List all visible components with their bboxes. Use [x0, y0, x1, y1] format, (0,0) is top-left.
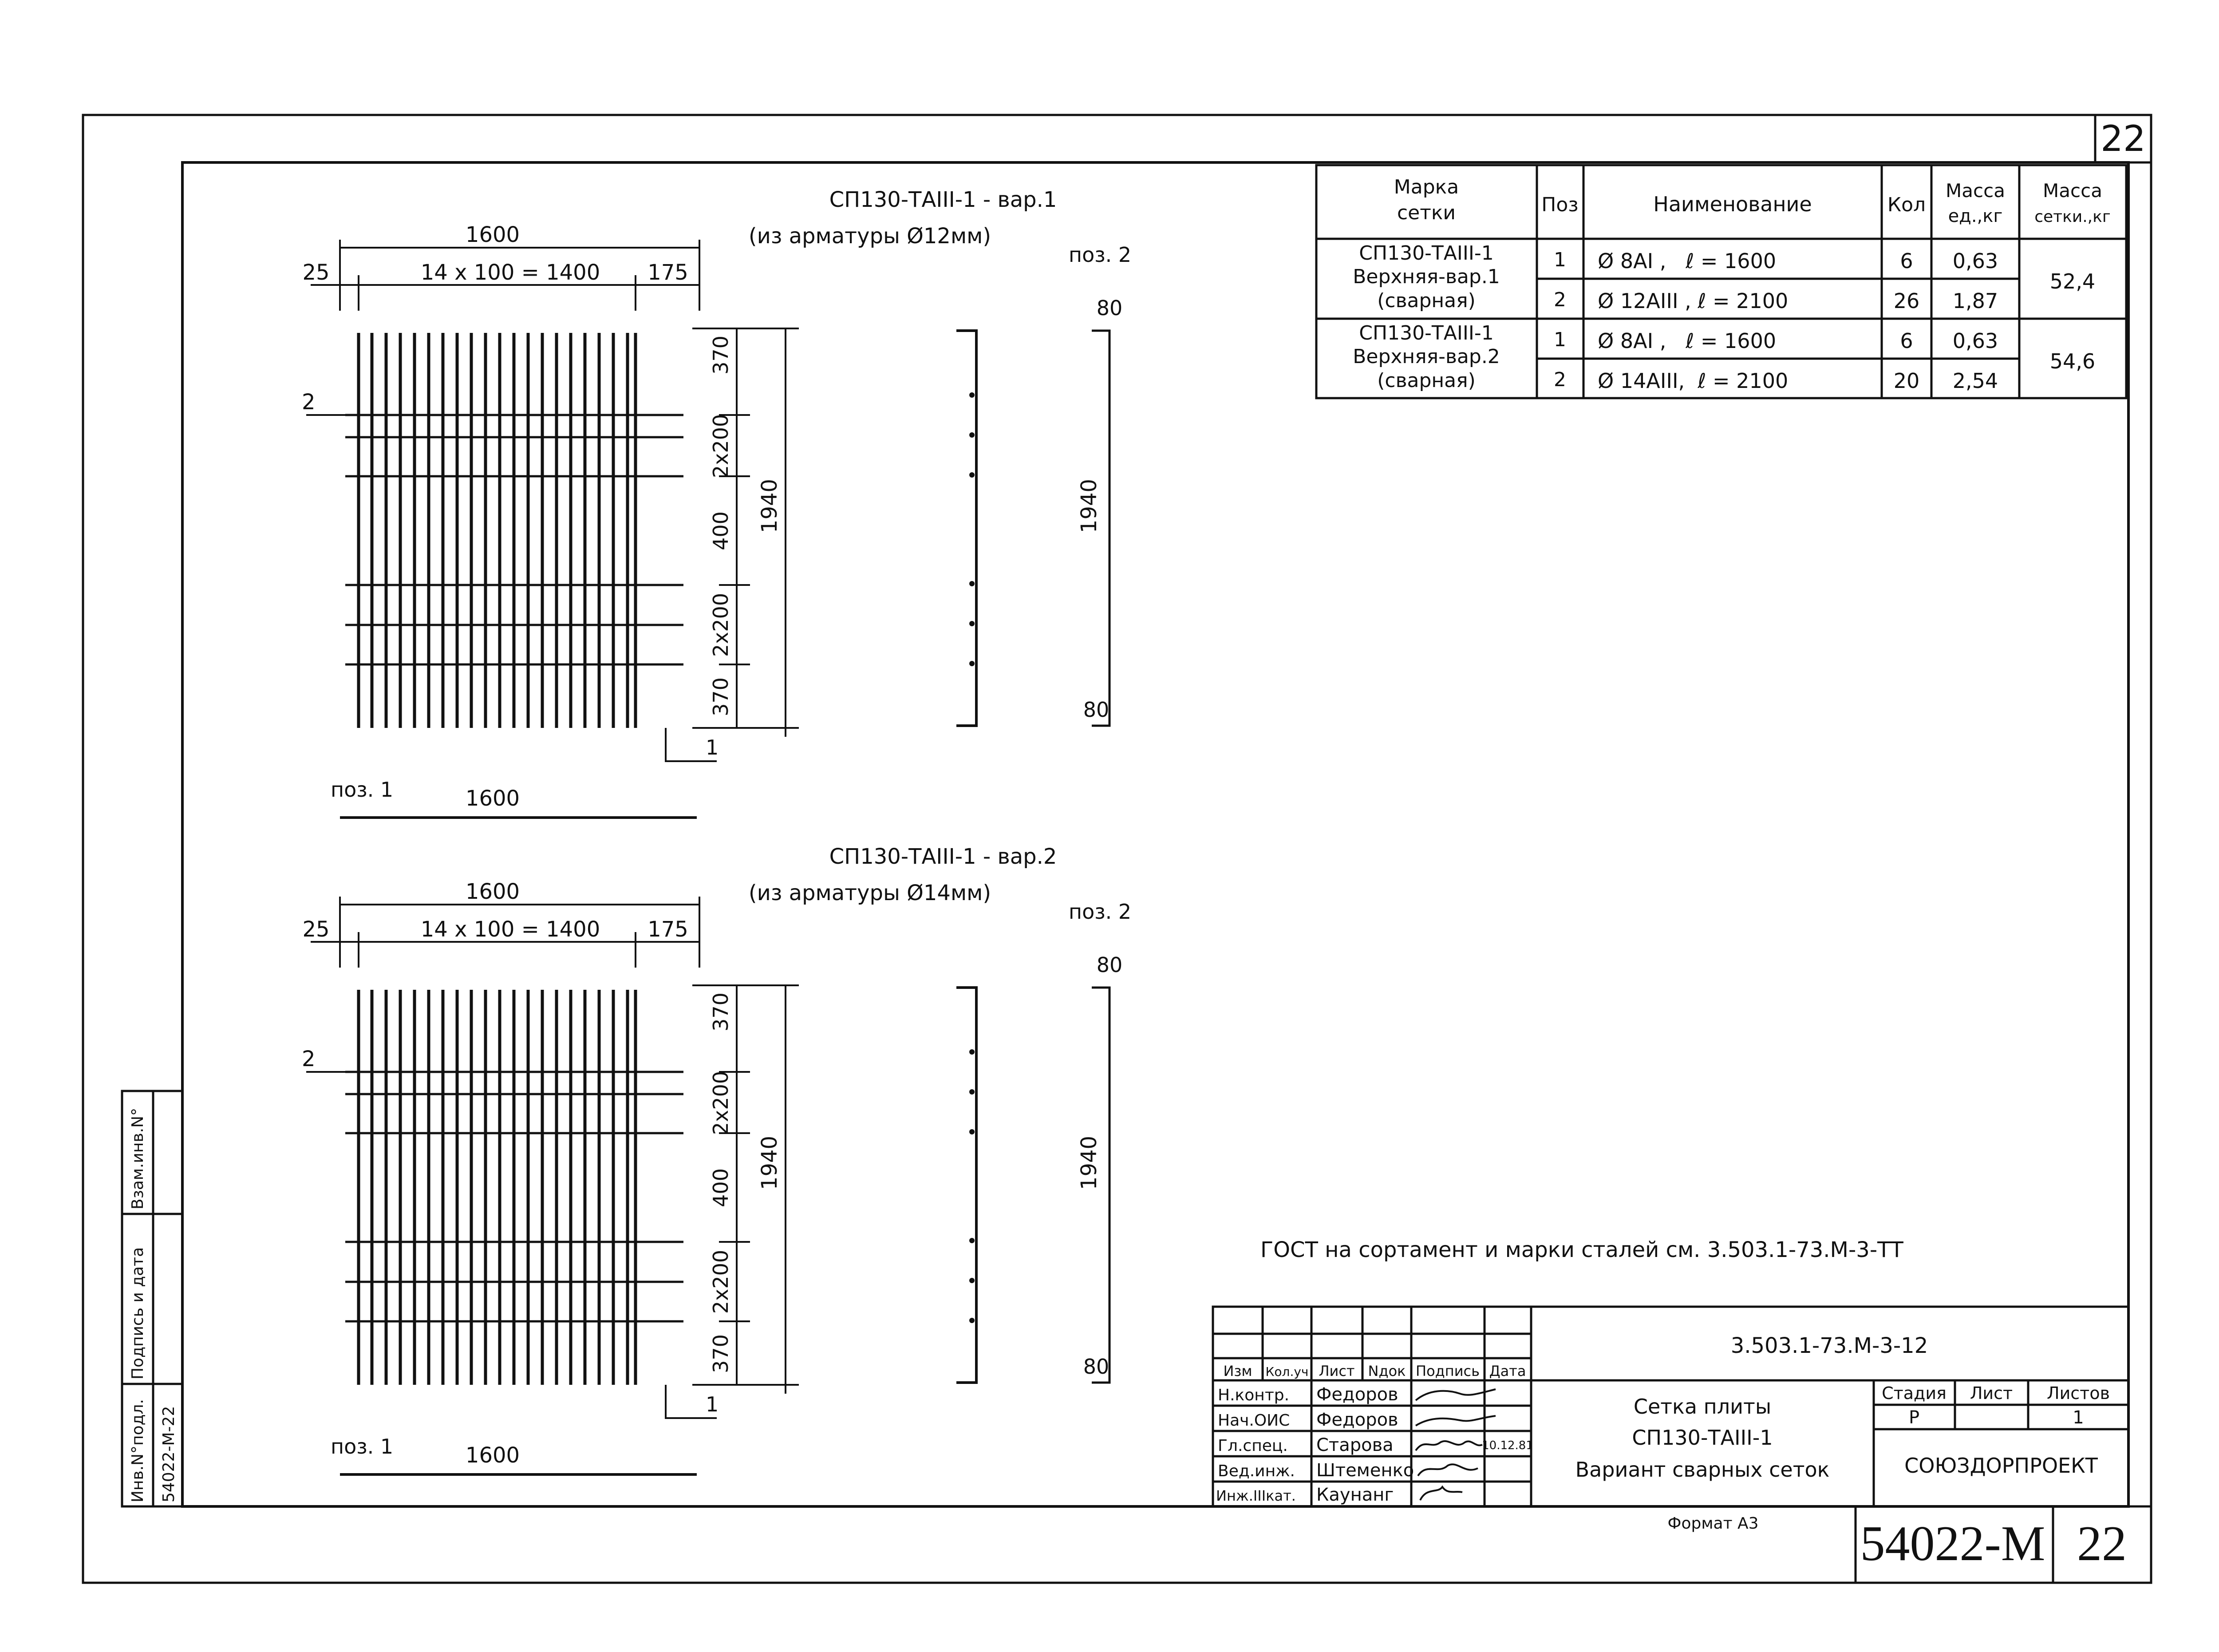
spec-g1-mass-mesh: 52,4	[2049, 269, 2096, 293]
variant-1-side-dim-2: 2x200	[709, 414, 733, 478]
variant-1-pos2-weld-dots	[969, 392, 975, 666]
variant-2-side-dim-1: 370	[709, 992, 733, 1032]
spec-header-mark-2: сетки	[1397, 202, 1456, 224]
spec-g2-r2-qty: 20	[1893, 369, 1920, 393]
variant-2-pos1-length: 1600	[465, 1443, 520, 1468]
signature-3	[1416, 1441, 1482, 1450]
variant-2-dim-mid: 14 x 100 = 1400	[420, 917, 600, 942]
variant-2-pos2-label: 2	[302, 1047, 316, 1071]
spec-g2-r1-pos: 1	[1554, 328, 1566, 351]
tb-col-koluch: Кол.уч	[1265, 1364, 1309, 1379]
variant-2-pos2-weld-dots	[969, 1049, 975, 1323]
variant-1-pos2-bar	[956, 331, 976, 726]
variant-1-mesh	[359, 333, 636, 728]
variant-1-pos2-len: 1940	[1077, 478, 1102, 534]
spec-g2-r1-qty: 6	[1900, 329, 1913, 353]
tb-stage-value-3: 1	[2073, 1407, 2084, 1428]
spec-g1-mark-1: СП130-ТАIII-1	[1359, 242, 1494, 265]
tb-desc-1: Сетка плиты	[1633, 1395, 1772, 1419]
variant-1-side-dim-1: 370	[709, 336, 733, 375]
variant-1-subtitle: (из арматуры Ø12мм)	[748, 224, 991, 249]
signature-4	[1418, 1464, 1478, 1476]
doc-code: 54022-М	[1860, 1516, 2045, 1571]
tb-col-podpis: Подпись	[1416, 1363, 1480, 1379]
tb-organization: СОЮЗДОРПРОЕКТ	[1904, 1454, 2098, 1478]
variant-2-pos2-len: 1940	[1077, 1135, 1102, 1190]
tb-stage-header-3: Листов	[2047, 1383, 2110, 1403]
corner-number: 22	[2101, 118, 2146, 159]
variant-1-dim-right: 175	[648, 260, 688, 285]
variant-2	[302, 844, 1131, 1474]
tb-col-data: Дата	[1489, 1363, 1526, 1379]
tb-role-1: Н.контр.	[1218, 1386, 1290, 1404]
spec-header-qty: Кол	[1887, 194, 1926, 216]
outer-frame	[83, 115, 2151, 1583]
tb-name-5: Каунанг	[1316, 1485, 1394, 1505]
title-block	[1213, 1307, 2128, 1506]
spec-table	[1316, 165, 2126, 398]
tb-name-3: Старова	[1316, 1435, 1394, 1455]
spec-header-mass-unit-2: ед.,кг	[1948, 206, 2003, 226]
format-label: Формат А3	[1667, 1514, 1759, 1533]
spec-g2-mark-3: (сварная)	[1377, 369, 1476, 392]
spec-g2-r1-mass: 0,63	[1952, 329, 1998, 353]
variant-2-dim-left: 25	[302, 917, 330, 942]
spec-g2-r2-name: Ø 14AIII, ℓ = 2100	[1598, 369, 1789, 393]
variant-1-side-dim-3: 400	[709, 511, 733, 550]
variant-1-pos1-caption: поз. 1	[331, 778, 394, 802]
spec-header-pos: Поз	[1541, 194, 1579, 216]
variant-2-side-dim-3: 400	[709, 1168, 733, 1207]
spec-header-name: Наименование	[1653, 192, 1812, 216]
spec-g1-r1-mass: 0,63	[1952, 249, 1998, 273]
variant-2-mesh	[359, 990, 636, 1385]
variant-1-pos1-length: 1600	[465, 786, 520, 811]
signature-5	[1420, 1487, 1462, 1500]
spec-g1-r1-qty: 6	[1900, 249, 1913, 273]
inner-frame	[182, 162, 2128, 1506]
variant-1-pos2-top: 80	[1096, 296, 1123, 320]
variant-1-pos2-bottom: 80	[1083, 698, 1110, 722]
variant-2-dim-total: 1600	[465, 879, 520, 904]
variant-1-side-dim-5: 370	[709, 677, 733, 716]
spec-g1-mark-2: Верхняя-вар.1	[1353, 265, 1500, 288]
spec-g2-r1-name: Ø 8AI , ℓ = 1600	[1598, 329, 1777, 353]
variant-2-pos1-label: 1	[706, 1392, 719, 1416]
title-block-code: 3.503.1-73.М-3-12	[1730, 1333, 1928, 1358]
tb-stage-value-1: Р	[1908, 1407, 1920, 1428]
tb-col-izm: Изм	[1223, 1363, 1252, 1379]
variant-2-dim-right: 175	[648, 917, 688, 942]
variant-1-dim-total: 1600	[465, 222, 520, 247]
tb-role-3: Гл.спец.	[1218, 1437, 1288, 1455]
spec-g1-r2-mass: 1,87	[1952, 289, 1998, 313]
spec-header-mass-unit-1: Масса	[1946, 180, 2005, 202]
spec-g1-mark-3: (сварная)	[1377, 289, 1476, 312]
side-stamp	[122, 1091, 182, 1506]
side-stamp-vzam-label: Взам.инв.N°	[129, 1107, 147, 1209]
variant-1-height-total: 1940	[757, 478, 782, 534]
tb-stage-header-1: Стадия	[1882, 1383, 1947, 1403]
tb-stage-header-2: Лист	[1970, 1383, 2013, 1403]
side-stamp-inv-value: 54022-М-22	[160, 1406, 178, 1502]
variant-2-pos2-top: 80	[1096, 953, 1123, 977]
tb-col-list: Лист	[1319, 1363, 1355, 1379]
variant-1-pos2-label: 2	[302, 390, 316, 415]
tb-date-3: 10.12.81	[1482, 1439, 1533, 1452]
variant-1	[302, 187, 1131, 818]
spec-g2-mark-1: СП130-ТАIII-1	[1359, 322, 1494, 344]
spec-header-mark-1: Марка	[1394, 176, 1459, 198]
spec-g2-r2-mass: 2,54	[1952, 369, 1998, 393]
variant-2-pos2-caption: поз. 2	[1069, 900, 1132, 924]
spec-g2-mass-mesh: 54,6	[2049, 349, 2096, 373]
spec-g1-r1-name: Ø 8AI , ℓ = 1600	[1598, 249, 1777, 273]
spec-header-mass-mesh-1: Масса	[2043, 180, 2102, 202]
variant-1-pos1-label: 1	[706, 735, 719, 759]
tb-role-5: Инж.IIIкат.	[1216, 1487, 1296, 1504]
tb-name-4: Штеменко	[1316, 1460, 1414, 1481]
variant-2-pos2-bar	[956, 988, 976, 1383]
spec-g1-r1-pos: 1	[1554, 249, 1566, 271]
spec-g2-r2-pos: 2	[1554, 368, 1566, 391]
variant-2-height-total: 1940	[757, 1135, 782, 1190]
spec-header-mass-mesh-2: сетки.,кг	[2034, 208, 2111, 226]
variant-1-side-dim-4: 2x200	[709, 593, 733, 657]
variant-2-title: СП130-ТАIII-1 - вар.2	[829, 844, 1057, 869]
side-stamp-sign-label: Подпись и дата	[129, 1247, 147, 1379]
variant-2-side-dim-2: 2x200	[709, 1071, 733, 1135]
variant-2-side-dim-4: 2x200	[709, 1249, 733, 1314]
variant-2-pos2-bottom: 80	[1083, 1355, 1110, 1379]
tb-role-2: Нач.ОИС	[1218, 1411, 1290, 1430]
variant-1-dim-left: 25	[302, 260, 330, 285]
tb-role-4: Вед.инж.	[1218, 1462, 1295, 1480]
spec-g2-mark-2: Верхняя-вар.2	[1353, 345, 1500, 368]
tb-col-ndok: Nдок	[1368, 1363, 1406, 1379]
variant-2-subtitle: (из арматуры Ø14мм)	[748, 881, 991, 905]
tb-name-1: Федоров	[1316, 1384, 1398, 1405]
variant-1-title: СП130-ТАIII-1 - вар.1	[829, 187, 1057, 212]
side-stamp-inv-label: Инв.N°подл.	[129, 1399, 147, 1502]
tb-desc-3: Вариант сварных сеток	[1575, 1458, 1830, 1482]
gost-note: ГОСТ на сортамент и марки сталей см. 3.503.1-73.М-3-ТТ	[1260, 1237, 1903, 1262]
spec-g1-r2-qty: 26	[1893, 289, 1920, 313]
tb-name-2: Федоров	[1316, 1410, 1398, 1430]
variant-1-pos2-caption: поз. 2	[1069, 243, 1132, 267]
spec-g1-r2-name: Ø 12AIII , ℓ = 2100	[1598, 289, 1789, 313]
variant-1-dim-mid: 14 x 100 = 1400	[420, 260, 600, 285]
variant-2-side-dim-5: 370	[709, 1334, 733, 1373]
tb-desc-2: СП130-ТАIII-1	[1632, 1426, 1773, 1450]
sheet-number: 22	[2077, 1516, 2127, 1571]
spec-g1-r2-pos: 2	[1554, 289, 1566, 311]
variant-2-pos1-caption: поз. 1	[331, 1435, 394, 1458]
